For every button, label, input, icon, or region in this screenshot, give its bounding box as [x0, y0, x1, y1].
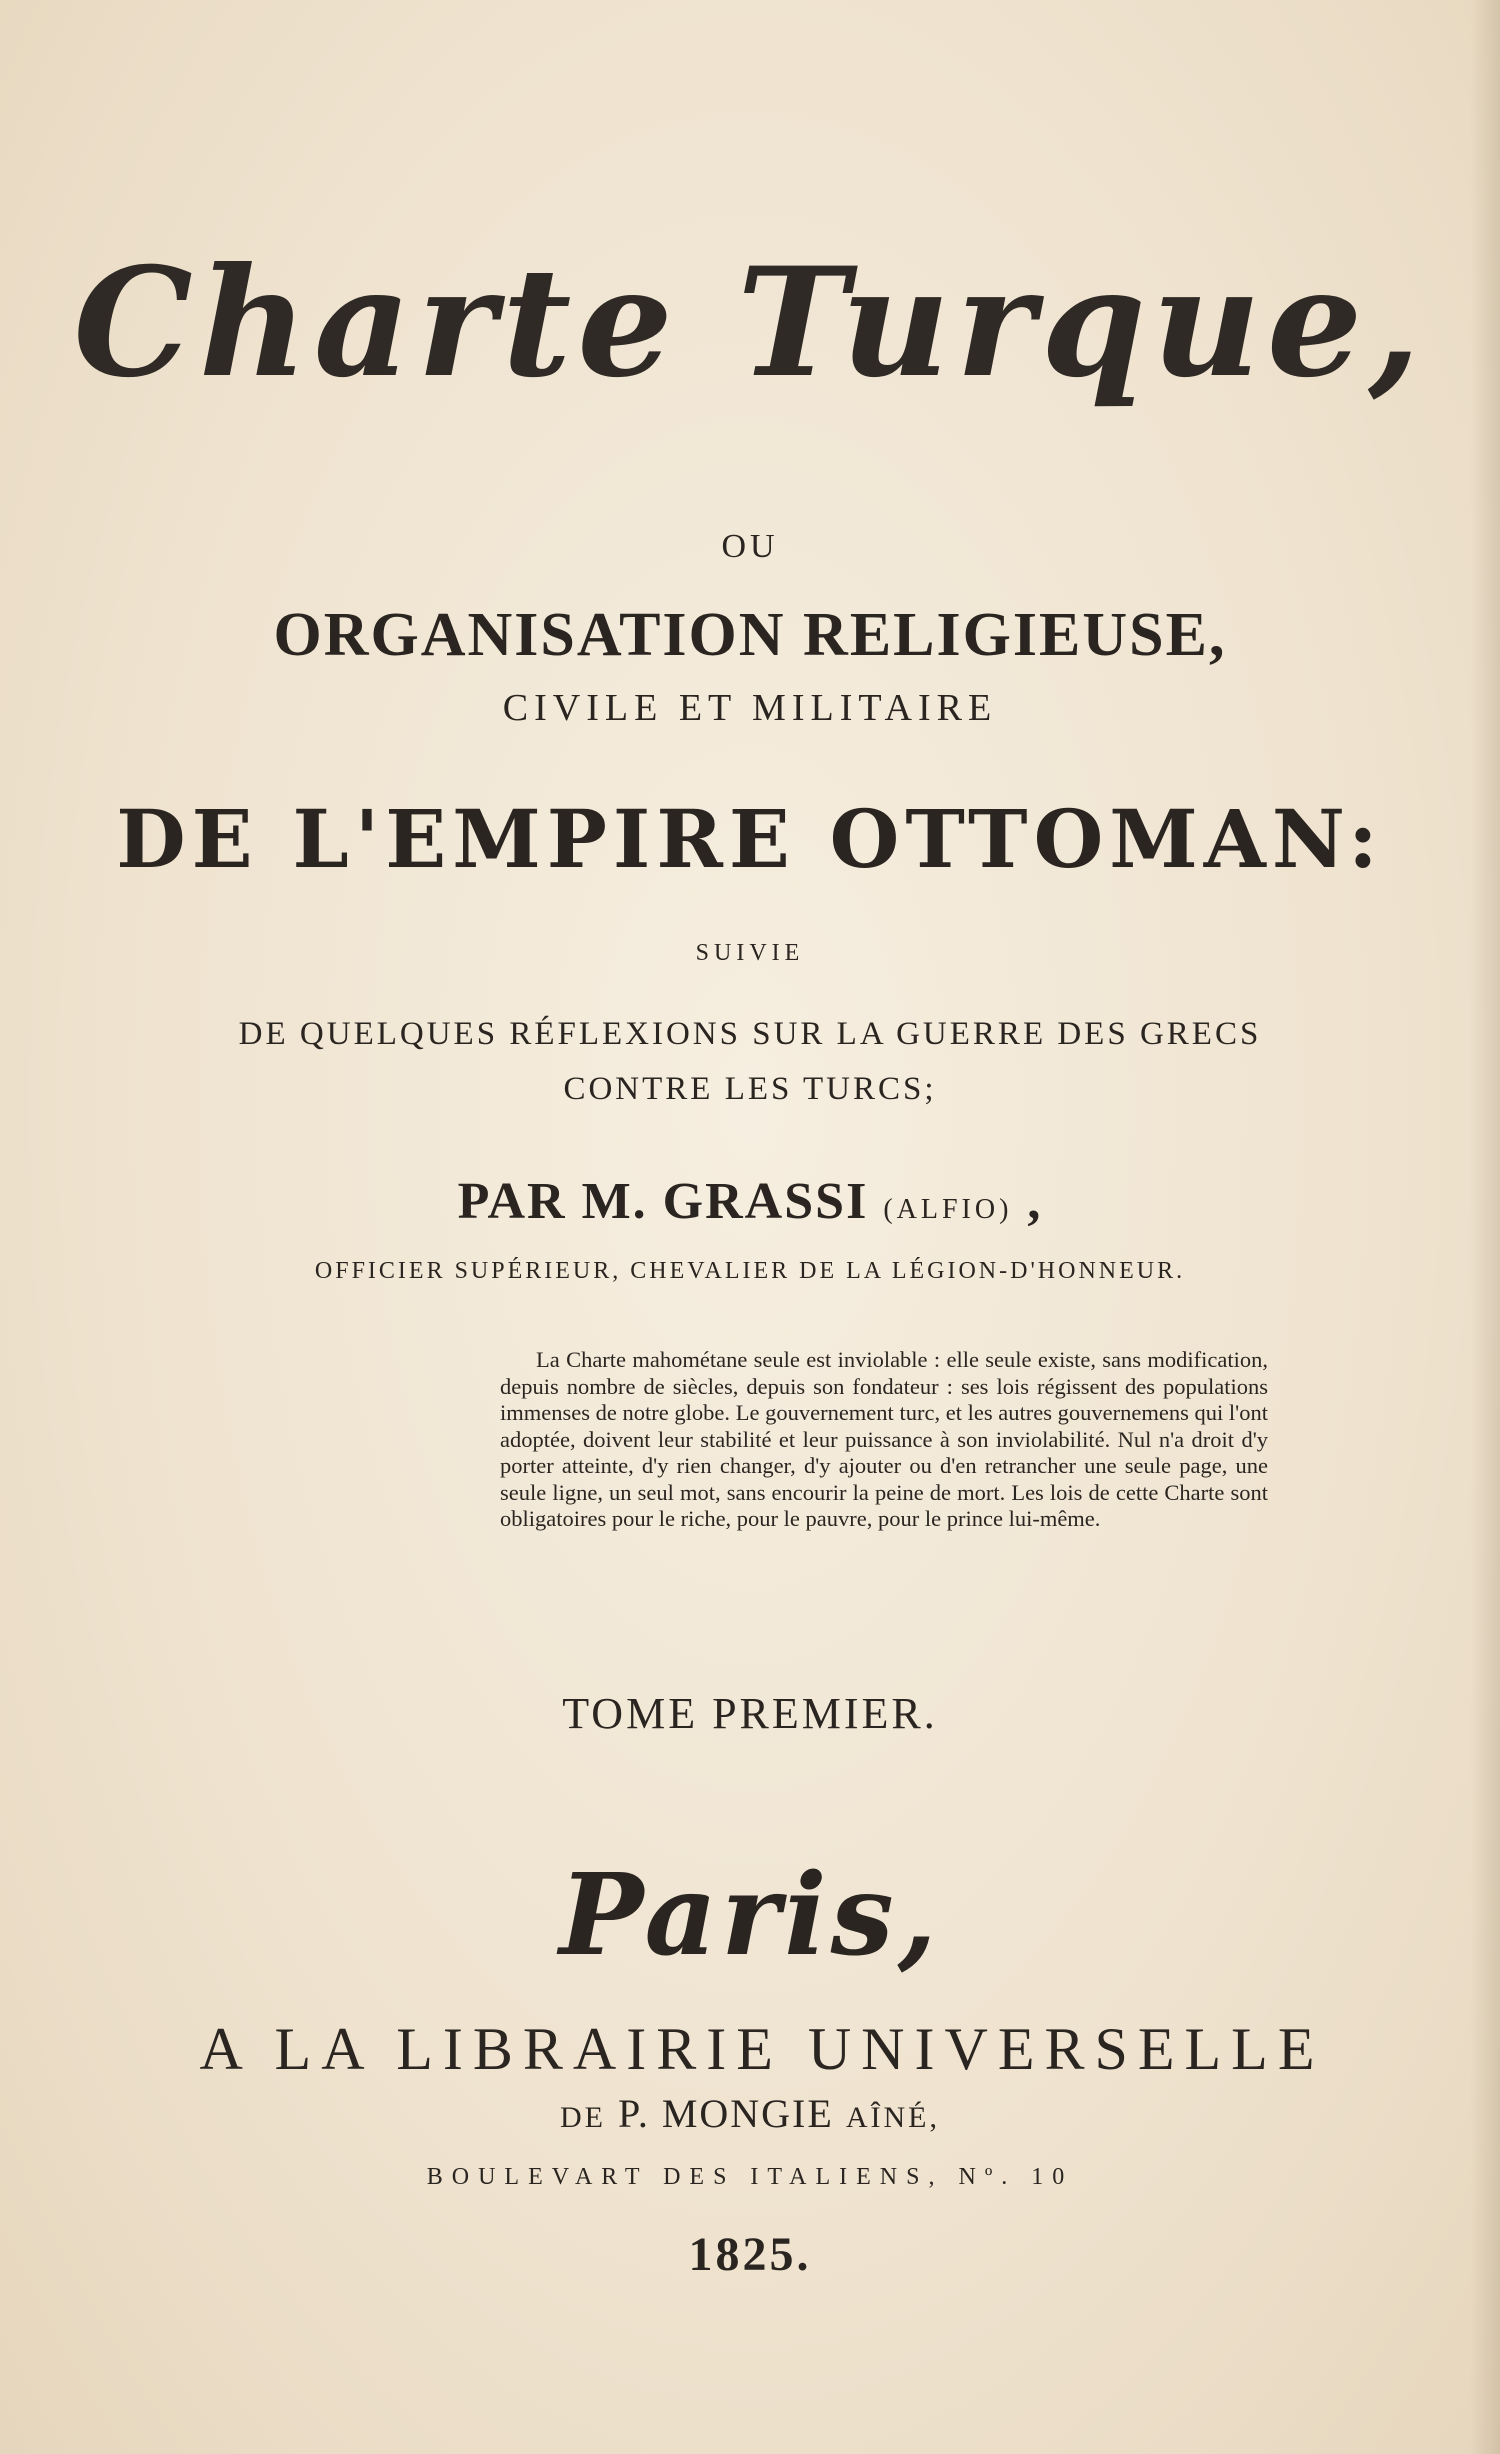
subtitle-civile: CIVILE ET MILITAIRE — [502, 687, 998, 729]
author-name: PAR M. GRASSI — [457, 1173, 869, 1230]
subtitle-organisation: ORGANISATION RELIGIEUSE, — [273, 601, 1227, 669]
epigraph: La Charte mahométane seule est inviolable : elle seule existe, sans modification, depuis nombre de siècles, depuis son fondateur : ses lois régissent des populations immenses de notre globe. Le gouvernement turc, et les autres gouvernemens qui l'ont adoptée, doivent leur stabilité et leur puissance à son inviolabilité. Nul n'a droit d'y porter atteinte, d'y rien changer, d'y ajouter ou d'en retrancher une seule page, une seule ligne, un seul mot, sans encourir la peine de mort. Les lois de cette Charte sont obligatoires pour le riche, pour le pauvre, pour le prince lui-même. — [500, 1347, 1268, 1531]
author-title: OFFICIER SUPÉRIEUR, CHEVALIER DE LA LÉGION-D'HONNEUR. — [314, 1258, 1186, 1284]
main-title: Charte Turque, — [73, 235, 1427, 411]
reflexions-line-1: DE QUELQUES RÉFLEXIONS SUR LA GUERRE DES GRECS — [238, 1016, 1262, 1052]
suivie-label: SUIVIE — [695, 940, 805, 966]
volume-label: TOME PREMIER. — [562, 1689, 938, 1738]
publisher-de: DE — [560, 2101, 607, 2134]
connector-ou: OU — [721, 528, 779, 565]
publisher-line-1: A LA LIBRAIRIE UNIVERSELLE — [199, 2016, 1325, 2082]
author-comma: , — [1027, 1173, 1043, 1230]
publisher-name: P. MONGIE — [618, 2091, 834, 2136]
publication-year: 1825. — [688, 2228, 812, 2281]
city: Paris, — [559, 1850, 941, 1981]
reflexions-line-2: CONTRE LES TURCS; — [563, 1071, 937, 1107]
publisher-address: BOULEVART DES ITALIENS, Nº. 10 — [426, 2164, 1074, 2190]
author-given-name: (ALFIO) — [883, 1194, 1013, 1225]
publisher-line-2 — [0, 2090, 1500, 2137]
subtitle-empire-ottoman: DE L'EMPIRE OTTOMAN: — [116, 792, 1384, 886]
author-line — [0, 1172, 1500, 1231]
publisher-aine: AÎNÉ, — [845, 2101, 940, 2134]
